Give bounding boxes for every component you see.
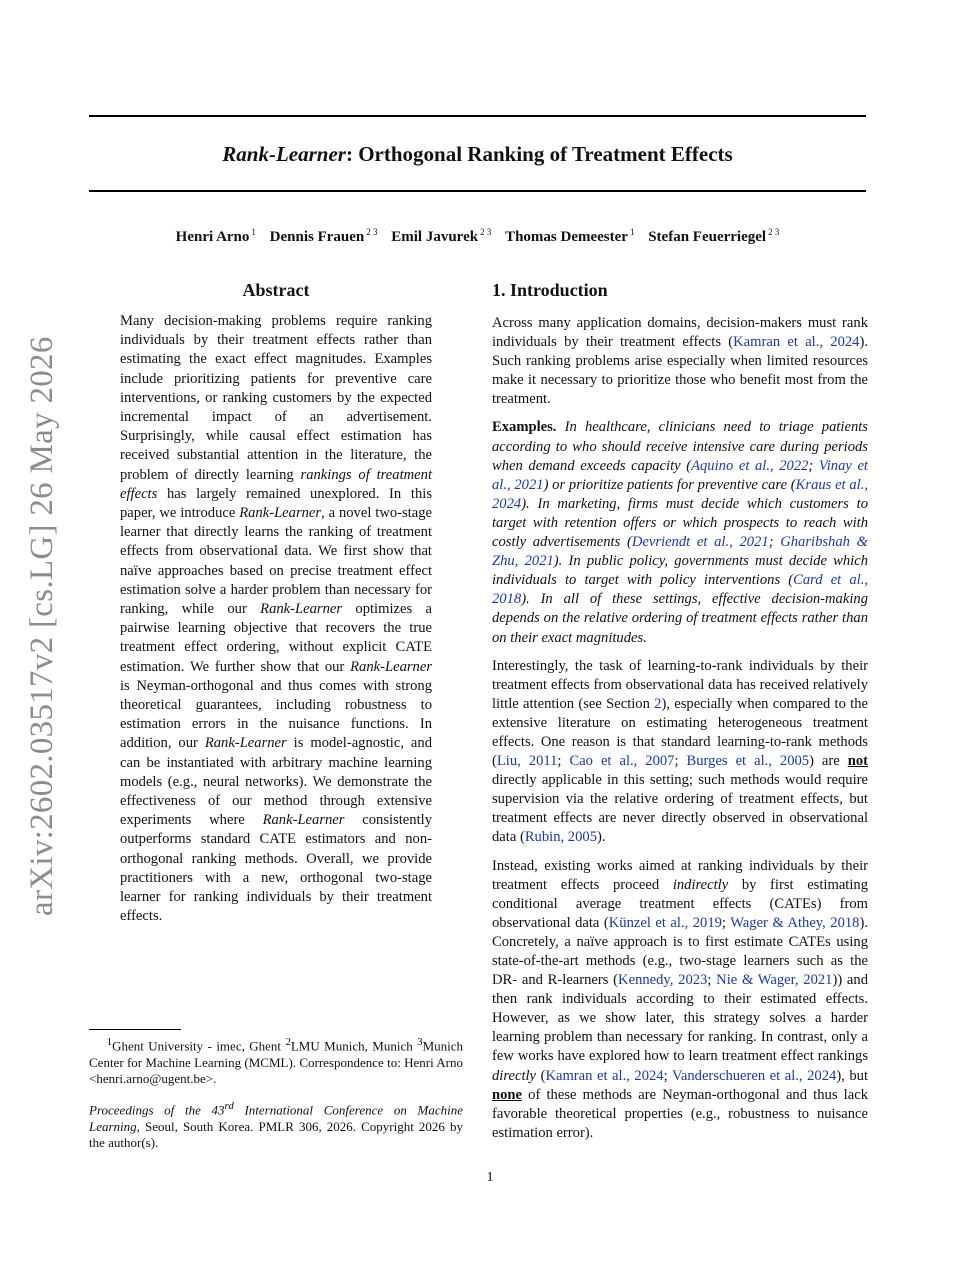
author	[391, 229, 491, 245]
citation-link[interactable]: Cao et al., 2007	[569, 753, 675, 770]
page-number: 1	[486, 1170, 494, 1185]
abstract-heading: Abstract	[242, 280, 310, 300]
citation-link[interactable]: Kamran et al., 2024	[545, 1067, 664, 1084]
citation-link[interactable]: Kamran et al., 2024	[733, 334, 860, 351]
intro-paragraph-1: Across many application domains, decision-makers must rank individuals by their treatment effects (Kamran et al., 2024). Such ranking problems arise especially when limited resources make it necessary to prioritize those who benefit most from the treatment.	[492, 315, 868, 408]
author-name: Dennis Frauen	[269, 229, 365, 245]
author-affiliation: 2 3	[480, 227, 492, 237]
section-link[interactable]: 2	[654, 695, 662, 712]
title-emphasis: Rank-Learner	[222, 142, 346, 166]
citation-link[interactable]: Gharibshah & Zhu, 2021	[492, 534, 868, 570]
author	[176, 229, 256, 245]
citation-link[interactable]: Kraus et al., 2024	[492, 476, 869, 512]
author-affiliation: 1	[251, 227, 256, 237]
intro-paragraph-3: Interestingly, the task of learning-to-rank individuals by their treatment effects from observational data has received relatively little attention (see Section 2), especially when compared to the extensive literature on estimating heterogeneous treatment effects. One reason is that standard learning-to-rank methods (Liu, 2011; Cao et al., 2007; Burges et al., 2005) are not directly applicable in this setting; such methods would require supervision via the relative ordering of treatment effects, but treatment effects are never directly observed in observational data (Rubin, 2005).	[492, 657, 869, 846]
citation-link[interactable]: Künzel et al., 2019	[608, 914, 722, 931]
title-rule-top	[89, 115, 866, 117]
introduction-body	[492, 314, 868, 1152]
abstract-body: Many decision-making problems require ranking individuals by their treatment effects rather than estimating the exact effect magnitudes. Examples include prioritizing patients for preventive care interventions, or ranking customers by the expected incremental impact of an advertisement. Surprisingly, while causal effect estimation has received substantial attention in the literature, the problem of directly learning rankings of treatment effects has largely remained unexplored. In this paper, we introduce Rank-Learner, a novel two-stage learner that directly learns the ranking of treatment effects from observational data. We first show that naïve approaches based on precise treatment effect estimation solve a harder problem than necessary for ranking, while our Rank-Learner optimizes a pairwise learning objective that recovers the true treatment effect ordering, without explicit CATE estimation. We further show that our Rank-Learner is Neyman-orthogonal and thus comes with strong theoretical guarantees, including robustness to estimation errors in the nuisance functions. In addition, our Rank-Learner is model-agnostic, and can be instantiated with arbitrary machine learning models (e.g., neural networks). We demonstrate the effectiveness of our method through extensive experiments where Rank-Learner consistently outperforms standard CATE estimators and non-orthogonal ranking methods. Overall, we provide practitioners with a new, orthogonal two-stage learner for ranking individuals by their treatment effects.	[120, 313, 432, 925]
citation-link[interactable]: Wager & Athey, 2018	[730, 914, 860, 931]
author-affiliation: 1	[629, 227, 635, 237]
author-list	[89, 227, 866, 246]
intro-paragraph-4: Instead, existing works aimed at ranking individuals by their treatment effects proceed indirectly by first estimating conditional average treatment effects (CATEs) from observational data (Künzel et al., 2019; Wager & Athey, 2018). Concretely, a naïve approach is to first estimate CATEs using state-of-the-art methods (e.g., two-stage learners such as the DR- and R-learners (Kennedy, 2023; Nie & Wager, 2021)) and then rank individuals according to their estimated effects. However, as we show later, this strategy solves a harder learning problem than necessary for ranking. In contrast, only a few works have explored how to learn treatment effect rankings directly (Kamran et al., 2024; Vanderschueren et al., 2024), but none of these methods are Neyman-orthogonal and thus lack favorable theoretical properties (e.g., robustness to nuisance estimation error).	[492, 857, 869, 1141]
citation-link[interactable]: Burges et al., 2005	[686, 753, 810, 770]
proceedings-note: Proceedings of the 43rd International Conference on Machine Learning, Seoul, South Korea. PMLR 306, 2026. Copyright 2026 by the author(s).	[89, 1100, 463, 1151]
emphasis-not: not	[847, 753, 869, 770]
author-name: Emil Javurek	[391, 229, 479, 245]
author-name: Thomas Demeester	[505, 229, 628, 245]
author	[270, 229, 378, 245]
affiliations-footnote: $^1$Ghent University - imec, Ghent $^2$LMU Munich, Munich $^3$Munich Center for Machine Learning (MCML). Correspondence to: Henri Arno <henri.arno@ugent.be>.	[89, 1036, 464, 1087]
intro-paragraph-examples: Examples. In healthcare, clinicians need to triage patients according to who should receive intensive care during periods when demand exceeds capacity (Aquino et al., 2022; Vinay et al., 2021) or prioritize patients for preventive care (Kraus et al., 2024). In marketing, firms must decide which customers to target with retention offers or which prospects to reach with costly advertisements (Devriendt et al., 2021; Gharibshah & Zhu, 2021). In public policy, governments must decide which individuals to target with policy interventions (Card et al., 2018). In all of these settings, effective decision-making depends on the relative ordering of treatment effects rather than on their exact magnitudes.	[492, 419, 869, 646]
author-name: Henri Arno	[175, 229, 250, 245]
citation-link[interactable]: Nie & Wager, 2021	[716, 972, 833, 989]
examples-lead: Examples.	[492, 419, 557, 436]
citation-link[interactable]: Vanderschueren et al., 2024	[671, 1067, 837, 1084]
author-name: Stefan Feuerriegel	[648, 229, 767, 245]
title-rule-bottom	[89, 190, 866, 192]
citation-link[interactable]: Aquino et al., 2022	[691, 457, 809, 474]
author-affiliation: 2 3	[366, 227, 378, 237]
title-rest: : Orthogonal Ranking of Treatment Effects	[345, 142, 733, 166]
citation-link[interactable]: Card et al., 2018	[492, 572, 868, 608]
footnote-rule	[89, 1029, 181, 1030]
citation-link[interactable]: Rubin, 2005	[524, 829, 597, 846]
introduction-heading: 1. Introduction	[492, 280, 608, 300]
arxiv-identifier: arXiv:2602.03517v2 [cs.LG] 26 May 2026	[24, 336, 60, 916]
author-affiliation: 2 3	[768, 227, 780, 237]
paper-title	[89, 142, 866, 167]
citation-link[interactable]: Devriendt et al., 2021	[631, 534, 769, 551]
author	[505, 229, 634, 245]
citation-link[interactable]: Kennedy, 2023	[618, 972, 708, 989]
author	[648, 229, 779, 245]
citation-link[interactable]: Vinay et al., 2021	[492, 457, 868, 493]
citation-link[interactable]: Liu, 2011	[496, 753, 558, 770]
emphasis-none: none	[492, 1086, 523, 1103]
